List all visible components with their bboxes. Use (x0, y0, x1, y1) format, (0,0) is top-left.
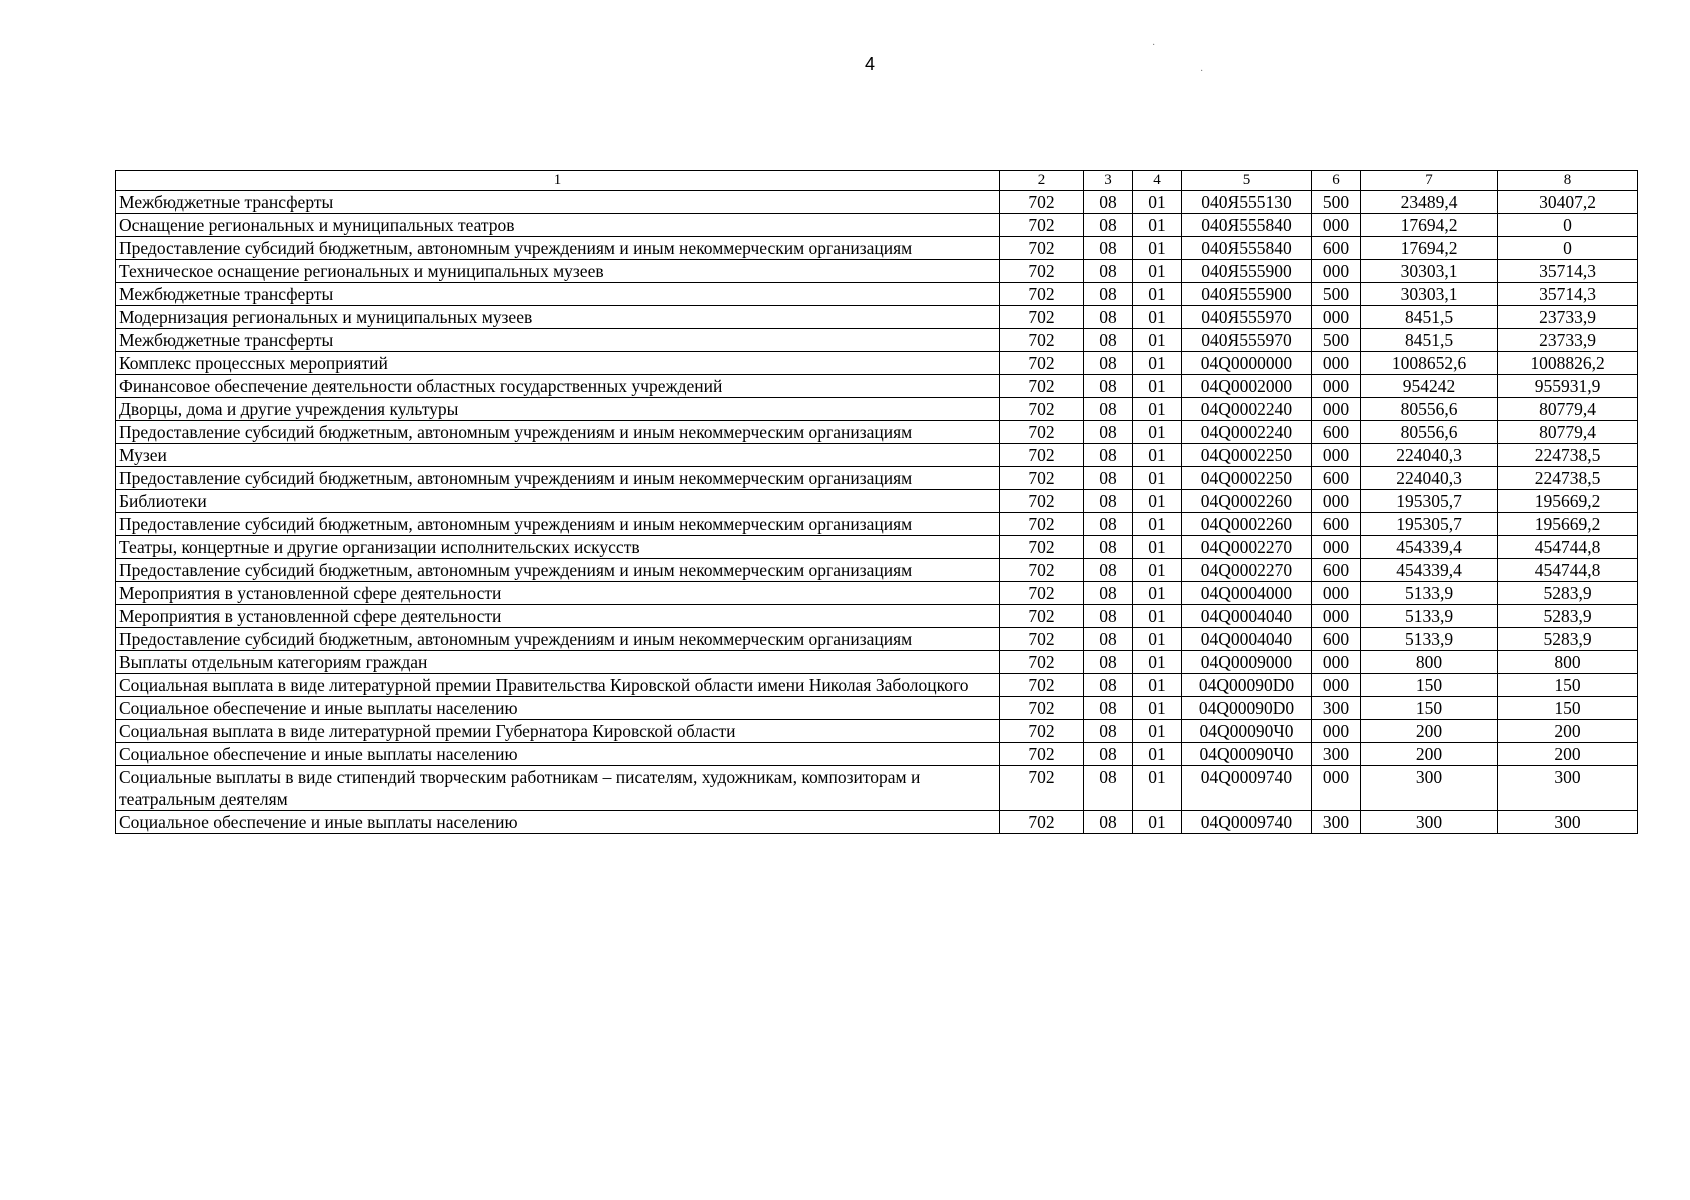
row-col5-cell: 04Q0002240 (1182, 421, 1312, 444)
table-row (116, 398, 1638, 421)
row-col3-cell: 08 (1084, 582, 1133, 605)
row-name-cell: Межбюджетные трансферты (116, 191, 1000, 214)
row-col7-cell: 1008652,6 (1361, 352, 1498, 375)
row-name-cell: Предоставление субсидий бюджетным, автономным учреждениям и иным некоммерческим организациям (116, 467, 1000, 490)
row-col8-cell: 300 (1498, 811, 1638, 834)
row-col7-cell: 224040,3 (1361, 444, 1498, 467)
row-name-cell: Социальное обеспечение и иные выплаты населению (116, 811, 1000, 834)
table-row (116, 811, 1638, 834)
row-col5-cell: 04Q0009740 (1182, 811, 1312, 834)
row-col6-cell: 000 (1312, 260, 1361, 283)
row-name-cell: Предоставление субсидий бюджетным, автономным учреждениям и иным некоммерческим организациям (116, 559, 1000, 582)
table-row (116, 306, 1638, 329)
row-col8-cell: 224738,5 (1498, 467, 1638, 490)
row-col5-cell: 04Q0004040 (1182, 628, 1312, 651)
row-col6-cell: 000 (1312, 398, 1361, 421)
row-col2-cell: 702 (1000, 490, 1084, 513)
row-col4-cell: 01 (1133, 375, 1182, 398)
row-col7-cell: 454339,4 (1361, 559, 1498, 582)
table-row (116, 697, 1638, 720)
row-col8-cell: 454744,8 (1498, 536, 1638, 559)
row-name-cell: Социальное обеспечение и иные выплаты населению (116, 743, 1000, 766)
row-col5-cell: 04Q0002250 (1182, 444, 1312, 467)
row-col3-cell: 08 (1084, 352, 1133, 375)
row-col6-cell: 000 (1312, 720, 1361, 743)
table-row (116, 582, 1638, 605)
row-col2-cell: 702 (1000, 191, 1084, 214)
row-col8-cell: 1008826,2 (1498, 352, 1638, 375)
row-col4-cell: 01 (1133, 766, 1182, 811)
row-col4-cell: 01 (1133, 559, 1182, 582)
row-name-cell: Предоставление субсидий бюджетным, автономным учреждениям и иным некоммерческим организациям (116, 628, 1000, 651)
row-col4-cell: 01 (1133, 513, 1182, 536)
row-col5-cell: 040Я555840 (1182, 237, 1312, 260)
row-name-cell: Предоставление субсидий бюджетным, автономным учреждениям и иным некоммерческим организациям (116, 513, 1000, 536)
row-col2-cell: 702 (1000, 697, 1084, 720)
row-col2-cell: 702 (1000, 329, 1084, 352)
row-col3-cell: 08 (1084, 811, 1133, 834)
table-row (116, 720, 1638, 743)
row-col5-cell: 04Q0002250 (1182, 467, 1312, 490)
row-col6-cell: 500 (1312, 283, 1361, 306)
row-col3-cell: 08 (1084, 260, 1133, 283)
row-col3-cell: 08 (1084, 697, 1133, 720)
column-header-6: 6 (1312, 171, 1361, 191)
row-col8-cell: 195669,2 (1498, 490, 1638, 513)
row-col7-cell: 30303,1 (1361, 260, 1498, 283)
row-col3-cell: 08 (1084, 306, 1133, 329)
row-col4-cell: 01 (1133, 260, 1182, 283)
row-col5-cell: 040Я555130 (1182, 191, 1312, 214)
row-col3-cell: 08 (1084, 743, 1133, 766)
table-row (116, 513, 1638, 536)
row-col2-cell: 702 (1000, 306, 1084, 329)
table-row (116, 191, 1638, 214)
row-name-cell: Библиотеки (116, 490, 1000, 513)
row-name-cell: Оснащение региональных и муниципальных театров (116, 214, 1000, 237)
row-name-cell: Комплекс процессных мероприятий (116, 352, 1000, 375)
row-col7-cell: 5133,9 (1361, 582, 1498, 605)
budget-table-container (115, 170, 1637, 834)
row-col5-cell: 04Q0004000 (1182, 582, 1312, 605)
table-row (116, 559, 1638, 582)
row-col7-cell: 5133,9 (1361, 628, 1498, 651)
column-header-4: 4 (1133, 171, 1182, 191)
row-col3-cell: 08 (1084, 398, 1133, 421)
row-name-cell: Мероприятия в установленной сфере деятельности (116, 582, 1000, 605)
table-row (116, 467, 1638, 490)
row-col6-cell: 000 (1312, 352, 1361, 375)
row-col6-cell: 600 (1312, 628, 1361, 651)
table-body (116, 171, 1638, 834)
table-row (116, 352, 1638, 375)
row-col8-cell: 0 (1498, 237, 1638, 260)
row-col3-cell: 08 (1084, 283, 1133, 306)
row-name-cell: Музеи (116, 444, 1000, 467)
row-col8-cell: 454744,8 (1498, 559, 1638, 582)
budget-table (115, 170, 1638, 834)
row-col6-cell: 000 (1312, 214, 1361, 237)
row-col5-cell: 04Q0002270 (1182, 536, 1312, 559)
row-col6-cell: 600 (1312, 513, 1361, 536)
row-col4-cell: 01 (1133, 191, 1182, 214)
row-col6-cell: 000 (1312, 375, 1361, 398)
row-col8-cell: 23733,9 (1498, 329, 1638, 352)
row-col2-cell: 702 (1000, 375, 1084, 398)
row-col4-cell: 01 (1133, 720, 1182, 743)
row-col3-cell: 08 (1084, 513, 1133, 536)
row-name-cell: Выплаты отдельным категориям граждан (116, 651, 1000, 674)
row-col6-cell: 000 (1312, 582, 1361, 605)
row-col2-cell: 702 (1000, 651, 1084, 674)
row-col4-cell: 01 (1133, 536, 1182, 559)
row-col4-cell: 01 (1133, 628, 1182, 651)
row-col7-cell: 200 (1361, 743, 1498, 766)
page-number: 4 (864, 54, 875, 74)
row-col5-cell: 04Q0004040 (1182, 605, 1312, 628)
row-col4-cell: 01 (1133, 697, 1182, 720)
row-col7-cell: 200 (1361, 720, 1498, 743)
row-col8-cell: 30407,2 (1498, 191, 1638, 214)
row-col5-cell: 04Q00090Ч0 (1182, 720, 1312, 743)
row-col2-cell: 702 (1000, 743, 1084, 766)
row-name-cell: Межбюджетные трансферты (116, 329, 1000, 352)
row-col7-cell: 954242 (1361, 375, 1498, 398)
row-name-cell: Предоставление субсидий бюджетным, автономным учреждениям и иным некоммерческим организациям (116, 237, 1000, 260)
row-col2-cell: 702 (1000, 674, 1084, 697)
row-col3-cell: 08 (1084, 191, 1133, 214)
table-row (116, 674, 1638, 697)
row-col3-cell: 08 (1084, 329, 1133, 352)
row-col5-cell: 040Я555840 (1182, 214, 1312, 237)
row-col4-cell: 01 (1133, 605, 1182, 628)
row-col7-cell: 800 (1361, 651, 1498, 674)
table-row (116, 283, 1638, 306)
row-col8-cell: 35714,3 (1498, 260, 1638, 283)
table-row (116, 375, 1638, 398)
row-col3-cell: 08 (1084, 214, 1133, 237)
row-name-cell: Социальная выплата в виде литературной премии Губернатора Кировской области (116, 720, 1000, 743)
row-col8-cell: 5283,9 (1498, 582, 1638, 605)
row-col6-cell: 000 (1312, 674, 1361, 697)
table-row (116, 237, 1638, 260)
row-col4-cell: 01 (1133, 329, 1182, 352)
row-col2-cell: 702 (1000, 237, 1084, 260)
row-col2-cell: 702 (1000, 536, 1084, 559)
table-row (116, 605, 1638, 628)
table-header-row (116, 171, 1638, 191)
row-name-cell: Мероприятия в установленной сфере деятельности (116, 605, 1000, 628)
row-col2-cell: 702 (1000, 444, 1084, 467)
row-col7-cell: 150 (1361, 674, 1498, 697)
row-col2-cell: 702 (1000, 260, 1084, 283)
row-col6-cell: 500 (1312, 191, 1361, 214)
row-name-cell: Техническое оснащение региональных и муниципальных музеев (116, 260, 1000, 283)
table-row (116, 329, 1638, 352)
row-col2-cell: 702 (1000, 559, 1084, 582)
row-col6-cell: 300 (1312, 743, 1361, 766)
column-header-2: 2 (1000, 171, 1084, 191)
row-col5-cell: 040Я555970 (1182, 306, 1312, 329)
row-col4-cell: 01 (1133, 743, 1182, 766)
row-col7-cell: 224040,3 (1361, 467, 1498, 490)
row-col6-cell: 000 (1312, 605, 1361, 628)
row-col4-cell: 01 (1133, 467, 1182, 490)
row-col2-cell: 702 (1000, 398, 1084, 421)
row-name-cell: Социальное обеспечение и иные выплаты населению (116, 697, 1000, 720)
row-col4-cell: 01 (1133, 283, 1182, 306)
row-col8-cell: 35714,3 (1498, 283, 1638, 306)
row-col8-cell: 800 (1498, 651, 1638, 674)
row-col3-cell: 08 (1084, 467, 1133, 490)
row-col5-cell: 04Q00090Ч0 (1182, 743, 1312, 766)
row-col3-cell: 08 (1084, 766, 1133, 811)
row-col3-cell: 08 (1084, 490, 1133, 513)
table-row (116, 651, 1638, 674)
row-col5-cell: 04Q0002260 (1182, 490, 1312, 513)
column-header-8: 8 (1498, 171, 1638, 191)
row-col8-cell: 0 (1498, 214, 1638, 237)
row-col2-cell: 702 (1000, 582, 1084, 605)
row-col7-cell: 17694,2 (1361, 214, 1498, 237)
row-col6-cell: 600 (1312, 559, 1361, 582)
row-col2-cell: 702 (1000, 628, 1084, 651)
row-col5-cell: 04Q0009000 (1182, 651, 1312, 674)
row-name-cell: Социальные выплаты в виде стипендий творческим работникам – писателям, художникам, композиторам и театральным деятелям (116, 766, 1000, 811)
row-col8-cell: 200 (1498, 720, 1638, 743)
row-col7-cell: 30303,1 (1361, 283, 1498, 306)
table-row (116, 214, 1638, 237)
row-col8-cell: 200 (1498, 743, 1638, 766)
row-col4-cell: 01 (1133, 490, 1182, 513)
row-col6-cell: 300 (1312, 697, 1361, 720)
row-col8-cell: 150 (1498, 697, 1638, 720)
table-row (116, 743, 1638, 766)
row-col4-cell: 01 (1133, 398, 1182, 421)
row-col2-cell: 702 (1000, 421, 1084, 444)
row-col7-cell: 8451,5 (1361, 329, 1498, 352)
row-col2-cell: 702 (1000, 605, 1084, 628)
table-row (116, 421, 1638, 444)
row-col6-cell: 600 (1312, 237, 1361, 260)
row-col5-cell: 04Q00090D0 (1182, 697, 1312, 720)
row-col7-cell: 23489,4 (1361, 191, 1498, 214)
row-col4-cell: 01 (1133, 444, 1182, 467)
row-col8-cell: 224738,5 (1498, 444, 1638, 467)
scan-speck: · (1152, 40, 1156, 51)
row-col7-cell: 195305,7 (1361, 490, 1498, 513)
row-col2-cell: 702 (1000, 811, 1084, 834)
row-name-cell: Дворцы, дома и другие учреждения культуры (116, 398, 1000, 421)
column-header-7: 7 (1361, 171, 1498, 191)
column-header-5: 5 (1182, 171, 1312, 191)
row-col3-cell: 08 (1084, 605, 1133, 628)
table-row (116, 628, 1638, 651)
row-col8-cell: 150 (1498, 674, 1638, 697)
row-col2-cell: 702 (1000, 214, 1084, 237)
row-name-cell: Предоставление субсидий бюджетным, автономным учреждениям и иным некоммерческим организациям (116, 421, 1000, 444)
row-col6-cell: 600 (1312, 421, 1361, 444)
row-col3-cell: 08 (1084, 628, 1133, 651)
row-col7-cell: 5133,9 (1361, 605, 1498, 628)
row-name-cell: Межбюджетные трансферты (116, 283, 1000, 306)
row-col8-cell: 5283,9 (1498, 605, 1638, 628)
row-col2-cell: 702 (1000, 720, 1084, 743)
row-col8-cell: 5283,9 (1498, 628, 1638, 651)
row-col3-cell: 08 (1084, 559, 1133, 582)
row-col7-cell: 300 (1361, 811, 1498, 834)
row-col6-cell: 300 (1312, 811, 1361, 834)
row-col7-cell: 80556,6 (1361, 398, 1498, 421)
row-col6-cell: 000 (1312, 536, 1361, 559)
row-col3-cell: 08 (1084, 720, 1133, 743)
table-row (116, 490, 1638, 513)
row-col3-cell: 08 (1084, 237, 1133, 260)
column-header-3: 3 (1084, 171, 1133, 191)
row-col4-cell: 01 (1133, 306, 1182, 329)
row-col4-cell: 01 (1133, 237, 1182, 260)
row-col7-cell: 80556,6 (1361, 421, 1498, 444)
row-col4-cell: 01 (1133, 811, 1182, 834)
row-col5-cell: 04Q0000000 (1182, 352, 1312, 375)
row-col7-cell: 195305,7 (1361, 513, 1498, 536)
column-header-1: 1 (116, 171, 1000, 191)
row-col6-cell: 600 (1312, 467, 1361, 490)
row-col6-cell: 000 (1312, 490, 1361, 513)
row-col3-cell: 08 (1084, 375, 1133, 398)
row-col6-cell: 000 (1312, 651, 1361, 674)
row-col7-cell: 454339,4 (1361, 536, 1498, 559)
row-col2-cell: 702 (1000, 513, 1084, 536)
row-col5-cell: 040Я555900 (1182, 260, 1312, 283)
row-col4-cell: 01 (1133, 214, 1182, 237)
row-col2-cell: 702 (1000, 283, 1084, 306)
row-col5-cell: 04Q0002240 (1182, 398, 1312, 421)
row-col8-cell: 195669,2 (1498, 513, 1638, 536)
row-col6-cell: 000 (1312, 306, 1361, 329)
row-col6-cell: 500 (1312, 329, 1361, 352)
row-col3-cell: 08 (1084, 674, 1133, 697)
row-col3-cell: 08 (1084, 651, 1133, 674)
row-col5-cell: 04Q0009740 (1182, 766, 1312, 811)
row-col6-cell: 000 (1312, 766, 1361, 811)
row-col8-cell: 80779,4 (1498, 398, 1638, 421)
row-col2-cell: 702 (1000, 467, 1084, 490)
table-row (116, 766, 1638, 811)
row-name-cell: Социальная выплата в виде литературной премии Правительства Кировской области имени Николая Заболоцкого (116, 674, 1000, 697)
table-row (116, 260, 1638, 283)
row-col3-cell: 08 (1084, 421, 1133, 444)
scan-speck: · (1200, 66, 1204, 77)
row-col7-cell: 17694,2 (1361, 237, 1498, 260)
row-name-cell: Финансовое обеспечение деятельности областных государственных учреждений (116, 375, 1000, 398)
row-col4-cell: 01 (1133, 582, 1182, 605)
table-row (116, 536, 1638, 559)
row-col4-cell: 01 (1133, 352, 1182, 375)
row-col5-cell: 04Q0002260 (1182, 513, 1312, 536)
row-col5-cell: 040Я555970 (1182, 329, 1312, 352)
row-col4-cell: 01 (1133, 421, 1182, 444)
row-col8-cell: 300 (1498, 766, 1638, 811)
row-col5-cell: 040Я555900 (1182, 283, 1312, 306)
row-col7-cell: 300 (1361, 766, 1498, 811)
table-row (116, 444, 1638, 467)
row-col3-cell: 08 (1084, 444, 1133, 467)
row-name-cell: Театры, концертные и другие организации исполнительских искусств (116, 536, 1000, 559)
row-col2-cell: 702 (1000, 352, 1084, 375)
row-col8-cell: 23733,9 (1498, 306, 1638, 329)
row-col6-cell: 000 (1312, 444, 1361, 467)
row-col3-cell: 08 (1084, 536, 1133, 559)
row-name-cell: Модернизация региональных и муниципальных музеев (116, 306, 1000, 329)
row-col5-cell: 04Q0002270 (1182, 559, 1312, 582)
row-col2-cell: 702 (1000, 766, 1084, 811)
row-col7-cell: 150 (1361, 697, 1498, 720)
row-col4-cell: 01 (1133, 674, 1182, 697)
row-col5-cell: 04Q0002000 (1182, 375, 1312, 398)
row-col4-cell: 01 (1133, 651, 1182, 674)
row-col8-cell: 955931,9 (1498, 375, 1638, 398)
row-col5-cell: 04Q00090D0 (1182, 674, 1312, 697)
row-col8-cell: 80779,4 (1498, 421, 1638, 444)
row-col7-cell: 8451,5 (1361, 306, 1498, 329)
